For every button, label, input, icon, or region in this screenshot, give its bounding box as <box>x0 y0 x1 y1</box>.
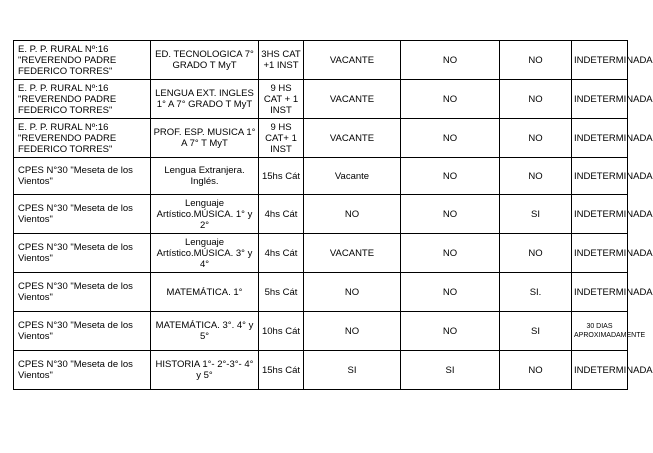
column-5-cell: SI <box>401 351 500 390</box>
column-6-cell: NO <box>500 41 572 80</box>
column-6-cell: SI <box>500 312 572 351</box>
column-6-cell: NO <box>500 234 572 273</box>
column-5-cell: NO <box>401 41 500 80</box>
hours-cell: 4hs Cát <box>259 195 304 234</box>
school-cell: CPES N°30 "Meseta de los Vientos" <box>14 234 151 273</box>
column-6-cell: NO <box>500 80 572 119</box>
table-row <box>14 312 628 351</box>
subject-cell: MATEMÁTICA. 3°. 4° y 5° <box>151 312 259 351</box>
subject-cell: MATEMÁTICA. 1° <box>151 273 259 312</box>
hours-cell: 9 HS CAT + 1 INST <box>259 80 304 119</box>
column-5-cell: NO <box>401 80 500 119</box>
hours-cell: 5hs Cát <box>259 273 304 312</box>
duration-cell: INDETERMINADA <box>572 195 628 234</box>
school-cell: CPES N°30 "Meseta de los Vientos" <box>14 158 151 195</box>
school-cell: E. P. P. RURAL Nº:16 "REVERENDO PADRE FEDERICO TORRES" <box>14 119 151 158</box>
column-6-cell: NO <box>500 351 572 390</box>
hours-cell: 4hs Cát <box>259 234 304 273</box>
column-6-cell: NO <box>500 158 572 195</box>
school-cell: CPES N°30 "Meseta de los Vientos" <box>14 195 151 234</box>
table-row <box>14 195 628 234</box>
subject-cell: HISTORIA 1°- 2°-3°- 4° y 5° <box>151 351 259 390</box>
hours-cell: 10hs Cát <box>259 312 304 351</box>
duration-cell: INDETERMINADA <box>572 273 628 312</box>
column-5-cell: NO <box>401 119 500 158</box>
table-row <box>14 234 628 273</box>
status-cell: VACANTE <box>304 41 401 80</box>
status-cell: VACANTE <box>304 80 401 119</box>
duration-cell: INDETERMINADA <box>572 41 628 80</box>
subject-cell: ED. TECNOLOGICA 7° GRADO T MyT <box>151 41 259 80</box>
table-row <box>14 41 628 80</box>
duration-cell: INDETERMINADA <box>572 234 628 273</box>
hours-cell: 3HS CAT +1 INST <box>259 41 304 80</box>
column-5-cell: NO <box>401 195 500 234</box>
table-row <box>14 158 628 195</box>
status-cell: SI <box>304 351 401 390</box>
column-5-cell: NO <box>401 312 500 351</box>
status-cell: NO <box>304 195 401 234</box>
column-6-cell: SI <box>500 195 572 234</box>
vacancies-table <box>13 40 653 390</box>
subject-cell: Lenguaje Artístico.MÚSICA. 3° y 4° <box>151 234 259 273</box>
hours-cell: 15hs Cát <box>259 351 304 390</box>
duration-cell: INDETERMINADA <box>572 351 628 390</box>
hours-cell: 15hs Cát <box>259 158 304 195</box>
school-cell: CPES N°30 "Meseta de los Vientos" <box>14 312 151 351</box>
subject-cell: Lenguaje Artístico.MÚSICA. 1° y 2° <box>151 195 259 234</box>
subject-cell: Lengua Extranjera. Inglés. <box>151 158 259 195</box>
status-cell: VACANTE <box>304 119 401 158</box>
column-6-cell: SI. <box>500 273 572 312</box>
duration-cell: INDETERMINADA <box>572 80 628 119</box>
table-row <box>14 119 628 158</box>
school-cell: E. P. P. RURAL Nº:16 "REVERENDO PADRE FEDERICO TORRES" <box>14 41 151 80</box>
subject-cell: LENGUA EXT. INGLES 1° A 7° GRADO T MyT <box>151 80 259 119</box>
column-5-cell: NO <box>401 234 500 273</box>
school-cell: E. P. P. RURAL Nº:16 "REVERENDO PADRE FEDERICO TORRES" <box>14 80 151 119</box>
school-cell: CPES N°30 "Meseta de los Vientos" <box>14 351 151 390</box>
status-cell: VACANTE <box>304 234 401 273</box>
status-cell: NO <box>304 273 401 312</box>
table-row <box>14 273 628 312</box>
column-5-cell: NO <box>401 273 500 312</box>
status-cell: Vacante <box>304 158 401 195</box>
duration-cell: INDETERMINADA <box>572 158 628 195</box>
hours-cell: 9 HS CAT+ 1 INST <box>259 119 304 158</box>
column-5-cell: NO <box>401 158 500 195</box>
column-6-cell: NO <box>500 119 572 158</box>
school-cell: CPES N°30 "Meseta de los Vientos" <box>14 273 151 312</box>
subject-cell: PROF. ESP. MUSICA 1° A 7° T MyT <box>151 119 259 158</box>
table-row <box>14 351 628 390</box>
status-cell: NO <box>304 312 401 351</box>
table-body <box>14 41 653 390</box>
duration-cell: INDETERMINADA <box>572 119 628 158</box>
duration-cell: 30 DIAS APROXIMADAMENTE <box>572 312 628 351</box>
table-row <box>14 80 628 119</box>
